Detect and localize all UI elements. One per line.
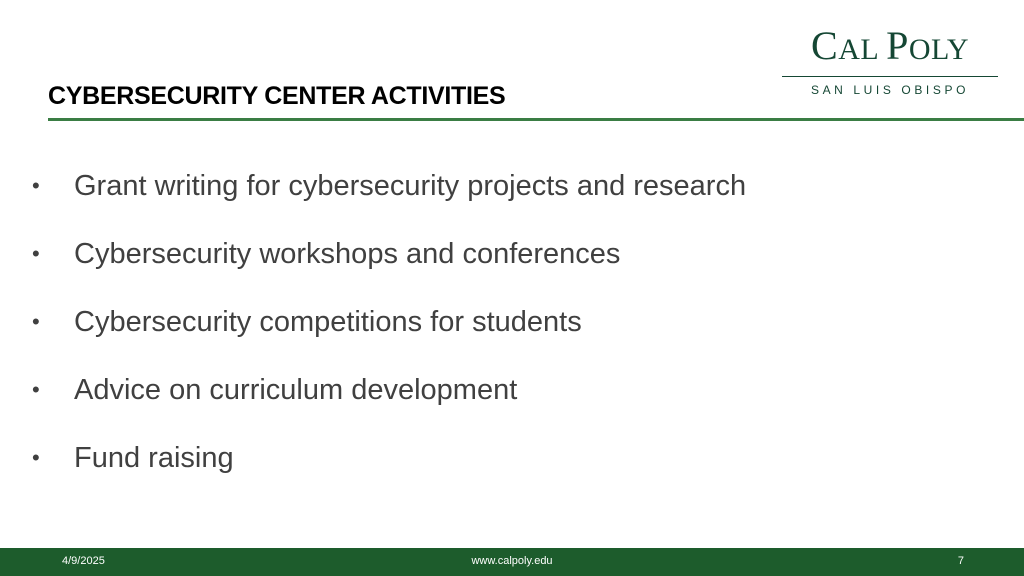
bullet-text: Cybersecurity workshops and conferences: [74, 237, 621, 270]
footer-date: 4/9/2025: [62, 555, 105, 567]
bullet-icon: •: [32, 445, 40, 470]
logo-letter: C: [811, 23, 839, 68]
cal-poly-logo: [782, 24, 998, 98]
page-number: 7: [957, 555, 964, 567]
footer-bar: [0, 548, 1024, 576]
bullet-text: Advice on curriculum development: [74, 373, 518, 406]
slide-title: CYBERSECURITY CENTER ACTIVITIES: [48, 82, 506, 110]
bullet-text: Fund raising: [74, 441, 234, 474]
bullet-icon: •: [32, 377, 40, 402]
bullet-icon: •: [32, 309, 40, 334]
logo-letters: AL: [838, 33, 887, 66]
bullet-item: [32, 356, 746, 424]
bullet-icon: •: [32, 173, 40, 198]
bullet-item: [32, 152, 746, 220]
title-underline: [48, 118, 1024, 121]
logo-letters: OLY: [908, 33, 969, 66]
bullet-item: [32, 424, 746, 492]
logo-letter: P: [886, 23, 909, 68]
bullet-item: [32, 220, 746, 288]
logo-divider: [782, 76, 998, 77]
logo-subtitle: SAN LUIS OBISPO: [810, 83, 970, 97]
footer-url: www.calpoly.edu: [471, 555, 553, 567]
bullet-text: Grant writing for cybersecurity projects and research: [74, 169, 747, 202]
bullet-item: [32, 288, 746, 356]
bullet-text: Cybersecurity competitions for students: [74, 305, 582, 338]
logo-wordmark: [782, 24, 998, 72]
bullet-icon: •: [32, 241, 40, 266]
bullet-list: [32, 152, 746, 492]
